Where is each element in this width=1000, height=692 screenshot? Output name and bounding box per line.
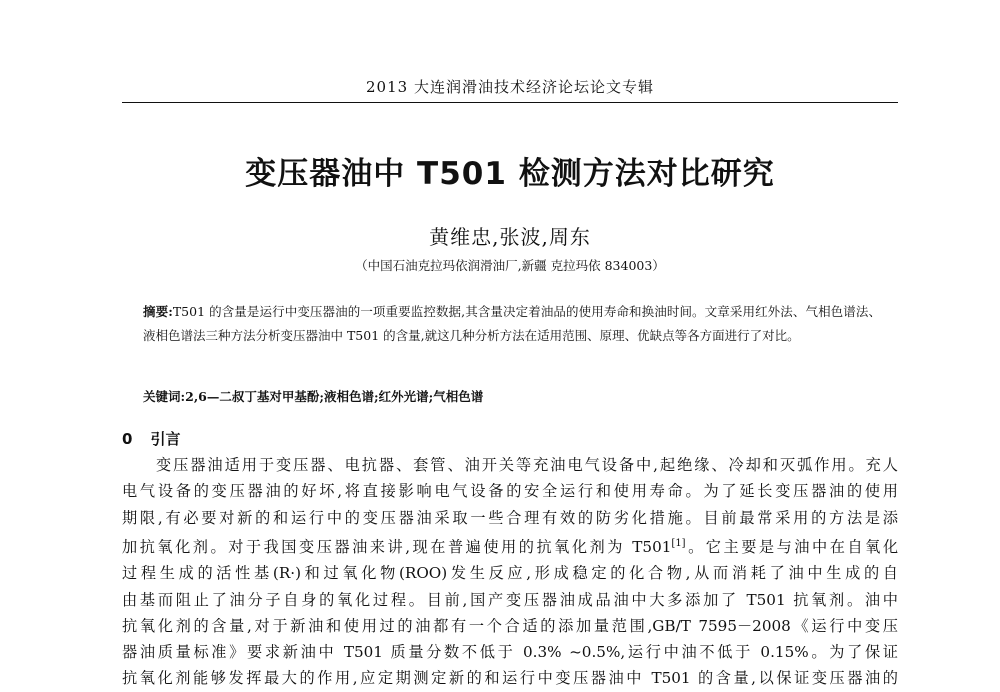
- body-line: 过程生成的活性基(R·)和过氧化物(ROO)发生反应,形成稳定的化合物,从而消耗了油中生成的自: [122, 564, 898, 583]
- running-header: 2013 大连润滑油技术经济论坛论文专辑: [366, 78, 654, 96]
- keywords-text: 2,6—二叔丁基对甲基酚;液相色谱;红外光谱;气相色谱: [185, 389, 484, 404]
- body-text: [122, 452, 898, 692]
- abstract-text: T501 的含量是运行中变压器油的一项重要监控数据,其含量决定着油品的使用寿命和换油时间。文章采用红外法、气相色谱法、液相色谱法三种方法分析变压器油中 T501 的含量,就这几种分析方法在适用范围、原理、优缺点等各方面进行了对比。: [143, 304, 881, 343]
- section-number: 0: [122, 430, 133, 448]
- article-title: 变压器油中 T501 检测方法对比研究: [245, 156, 775, 192]
- authors: 黄维忠,张波,周东: [429, 225, 591, 249]
- keywords: [143, 387, 881, 405]
- section-heading: [122, 428, 180, 449]
- affiliation: （中国石油克拉玛依润滑油厂,新疆 克拉玛依 834003）: [355, 258, 665, 273]
- body-line: 电气设备的变压器油的好坏,将直接影响电气设备的安全运行和使用寿命。为了延长变压器油的使用: [122, 482, 898, 501]
- body-line-text: 加抗氧化剂。对于我国变压器油来讲,现在普遍使用的抗氧化剂为 T501: [122, 537, 672, 556]
- citation-mark: [1]: [671, 537, 686, 549]
- body-line: 期限,有必要对新的和运行中的变压器油采取一些合理有效的防劣化措施。目前最常采用的方法是添: [122, 508, 898, 527]
- body-line: 器油质量标准》要求新油中 T501 质量分数不低于 0.3% ~0.5%,运行中油不低于 0.15%。为了保证: [122, 643, 898, 662]
- body-line: 由基而阻止了油分子自身的氧化过程。目前,国产变压器油成品油中大多添加了 T501 抗氧剂。油中: [122, 590, 898, 609]
- header-rule: [122, 102, 898, 103]
- body-line: 抗氧化剂能够发挥最大的作用,应定期测定新的和运行中变压器油中 T501 的含量,以保证变压器油的: [122, 669, 898, 688]
- section-title: 引言: [150, 430, 181, 448]
- abstract-label: 摘要:: [143, 304, 173, 319]
- body-line: [122, 531, 898, 560]
- abstract: [143, 300, 881, 348]
- body-line: 变压器油适用于变压器、电抗器、套管、油开关等充油电气设备中,起绝缘、冷却和灭弧作用。充人: [156, 456, 898, 474]
- body-line: 抗氧化剂的含量,对于新油和使用过的油都有一个合适的添加量范围,GB/T 7595－2008《运行中变压: [122, 616, 898, 635]
- body-line-tail: 。它主要是与油中在自氧化: [685, 537, 898, 556]
- keywords-label: 关键词:: [143, 389, 186, 404]
